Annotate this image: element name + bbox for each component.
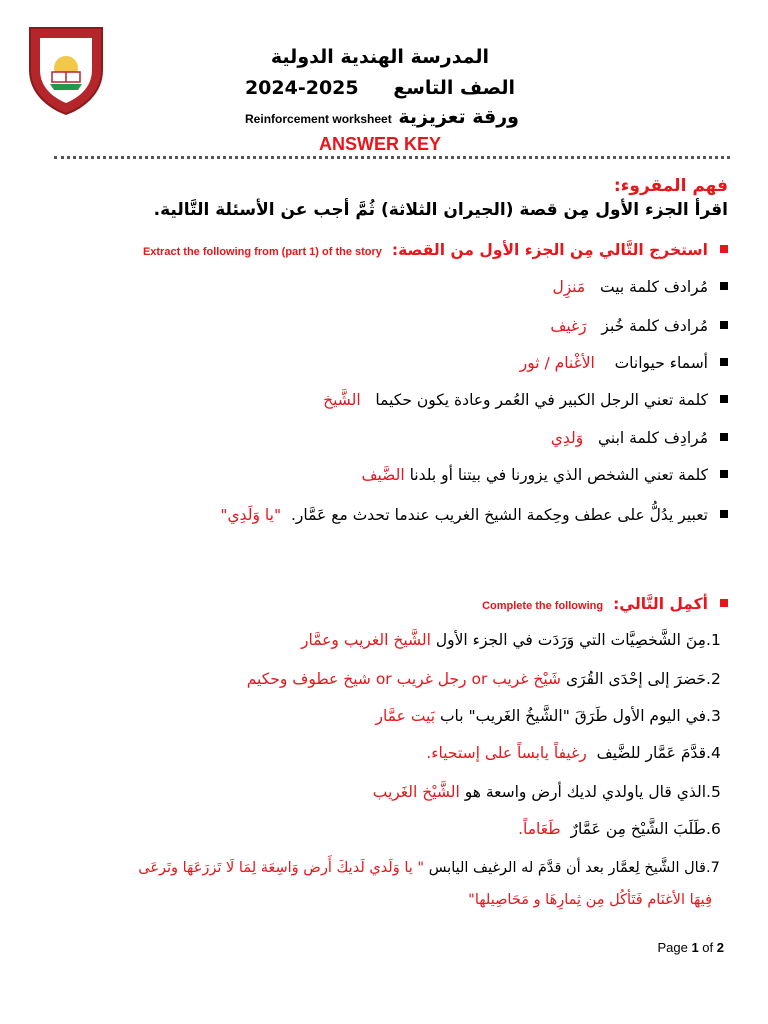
numbered-item — [247, 667, 728, 691]
grade: الصف التاسع — [393, 77, 516, 99]
bullet-icon — [720, 321, 728, 329]
answer-text: طَعَاماً. — [518, 820, 561, 838]
list-item — [361, 463, 728, 487]
question-text: الذي قال ياولدي لديك أرض واسعة هو — [464, 783, 706, 801]
page-total: 2 — [716, 940, 724, 955]
comprehension-instruction: اقرأ الجزء الأول مِن قصة (الجيران الثلاثة) ثُمَّ أجب عن الأسئلة التَّالية. — [153, 200, 728, 220]
question-text: أسماء حيوانات — [614, 354, 708, 372]
list-item — [520, 351, 728, 375]
extract-heading — [143, 238, 728, 264]
answer-text: رغيفاً يابساً على إستحياء. — [426, 744, 587, 762]
question-text: كلمة تعني الشخص الذي يزورنا في بيتنا أو بلدنا — [409, 466, 708, 484]
academic-year: 2024-2025 — [244, 77, 359, 99]
worksheet-title-en: Reinforcement worksheet — [245, 112, 392, 126]
question-text: حَضرَ إلى إحْدَى القُرَى — [565, 670, 706, 688]
bullet-icon — [720, 395, 728, 403]
page-of-label: of — [702, 940, 714, 955]
question-text: مُرادف كلمة بيت — [600, 278, 708, 296]
numbered-item — [373, 780, 728, 804]
page-label: Page — [657, 940, 688, 955]
bullet-icon — [720, 510, 728, 518]
complete-heading — [482, 592, 728, 618]
complete-heading-en: Complete the following — [482, 600, 604, 612]
item-number: 7. — [706, 860, 720, 876]
question-text: قدَّمَ عَمَّار للضَّيف — [596, 744, 706, 762]
question-text: مِنَ الشَّخصِيَّات التي وَرَدَت في الجزء الأول — [435, 631, 706, 649]
comprehension-heading: فهم المقروء: — [613, 176, 728, 196]
question-text: تعبير يدُلُّ على عطف وحِكمة الشيخ الغريب عندما تحدث مع عَمَّار. — [290, 506, 708, 524]
worksheet-title — [160, 106, 600, 128]
list-item — [551, 426, 728, 450]
question-text: كلمة تعني الرجل الكبير في العُمر وعادة يكون حكيما — [375, 391, 708, 409]
answer-text: " يا وَلَدي لَديكَ أَرض وَاسِعَة لِمَا لَا تَزرَعَهَا وتَرعَى — [138, 860, 425, 876]
answer-continuation: فِيهَا الأغنَام فَتَأكُل مِن ثِمارِهَا و مَحَاصِيلها" — [468, 892, 712, 908]
bullet-icon — [720, 282, 728, 290]
list-item — [220, 503, 728, 527]
answer-text: الضَّيف — [361, 466, 405, 484]
question-text: في اليوم الأول طَرَقَ "الشَّيخُ الغَريب" باب — [439, 707, 706, 725]
answer-text: مَنزِل — [552, 278, 586, 296]
answer-text: الشَّيخ — [323, 391, 361, 409]
bullet-icon — [720, 599, 728, 607]
worksheet-title-ar: ورقة تعزيزية — [398, 106, 519, 128]
item-number: 4. — [706, 744, 721, 762]
item-number: 2. — [706, 670, 721, 688]
bullet-icon — [720, 245, 728, 253]
numbered-item — [138, 856, 728, 880]
answer-text: رَغيف — [550, 317, 587, 335]
answer-text: وَلدِي — [550, 429, 584, 447]
question-text: قال الشَّيخ لِعمَّار بعد أن قدَّمَ له الرغيف اليابس — [428, 860, 706, 876]
page-footer — [657, 940, 724, 955]
extract-heading-ar: استخرج التَّالي مِن الجزء الأول من القصة: — [391, 241, 708, 259]
dotted-divider — [54, 156, 730, 159]
list-item — [550, 314, 728, 338]
answer-text: الشَّيْخ الغَريب — [372, 783, 460, 801]
bullet-icon — [720, 433, 728, 441]
answer-key-label: ANSWER KEY — [318, 134, 441, 154]
numbered-item — [375, 704, 728, 728]
numbered-item — [426, 741, 728, 765]
grade-line — [160, 77, 600, 99]
school-name: المدرسة الهندية الدولية — [270, 46, 490, 68]
answer-text: الأغْنام / ثور — [519, 354, 595, 372]
item-number: 5. — [706, 783, 721, 801]
list-item — [323, 388, 728, 412]
school-logo — [26, 24, 106, 116]
question-text: طَلَبَ الشَّيْخ مِن عَمَّارٌ — [570, 820, 706, 838]
item-number: 3. — [706, 707, 721, 725]
answer-text: الشَّيخ الغريب وعمَّار — [301, 631, 431, 649]
numbered-item — [518, 817, 728, 841]
complete-heading-ar: أكمِل التَّالي: — [613, 595, 708, 613]
list-item — [552, 275, 728, 299]
extract-heading-en: Extract the following from (part 1) of the story — [142, 246, 382, 258]
bullet-icon — [720, 470, 728, 478]
item-number: 6. — [706, 820, 721, 838]
item-number: 1. — [706, 631, 721, 649]
bullet-icon — [720, 358, 728, 366]
answer-text: بَيت عمَّار — [375, 707, 436, 725]
question-text: مُرادِف كلمة ابني — [598, 429, 708, 447]
answer-text: "يا وَلَدِي" — [220, 506, 282, 524]
page-number: 1 — [691, 940, 699, 955]
numbered-item — [301, 628, 728, 652]
answer-text: شَيْخ غريب or رجل غريب or شيخ عطوف وحكيم — [246, 670, 562, 688]
question-text: مُرادف كلمة خُبز — [601, 317, 708, 335]
